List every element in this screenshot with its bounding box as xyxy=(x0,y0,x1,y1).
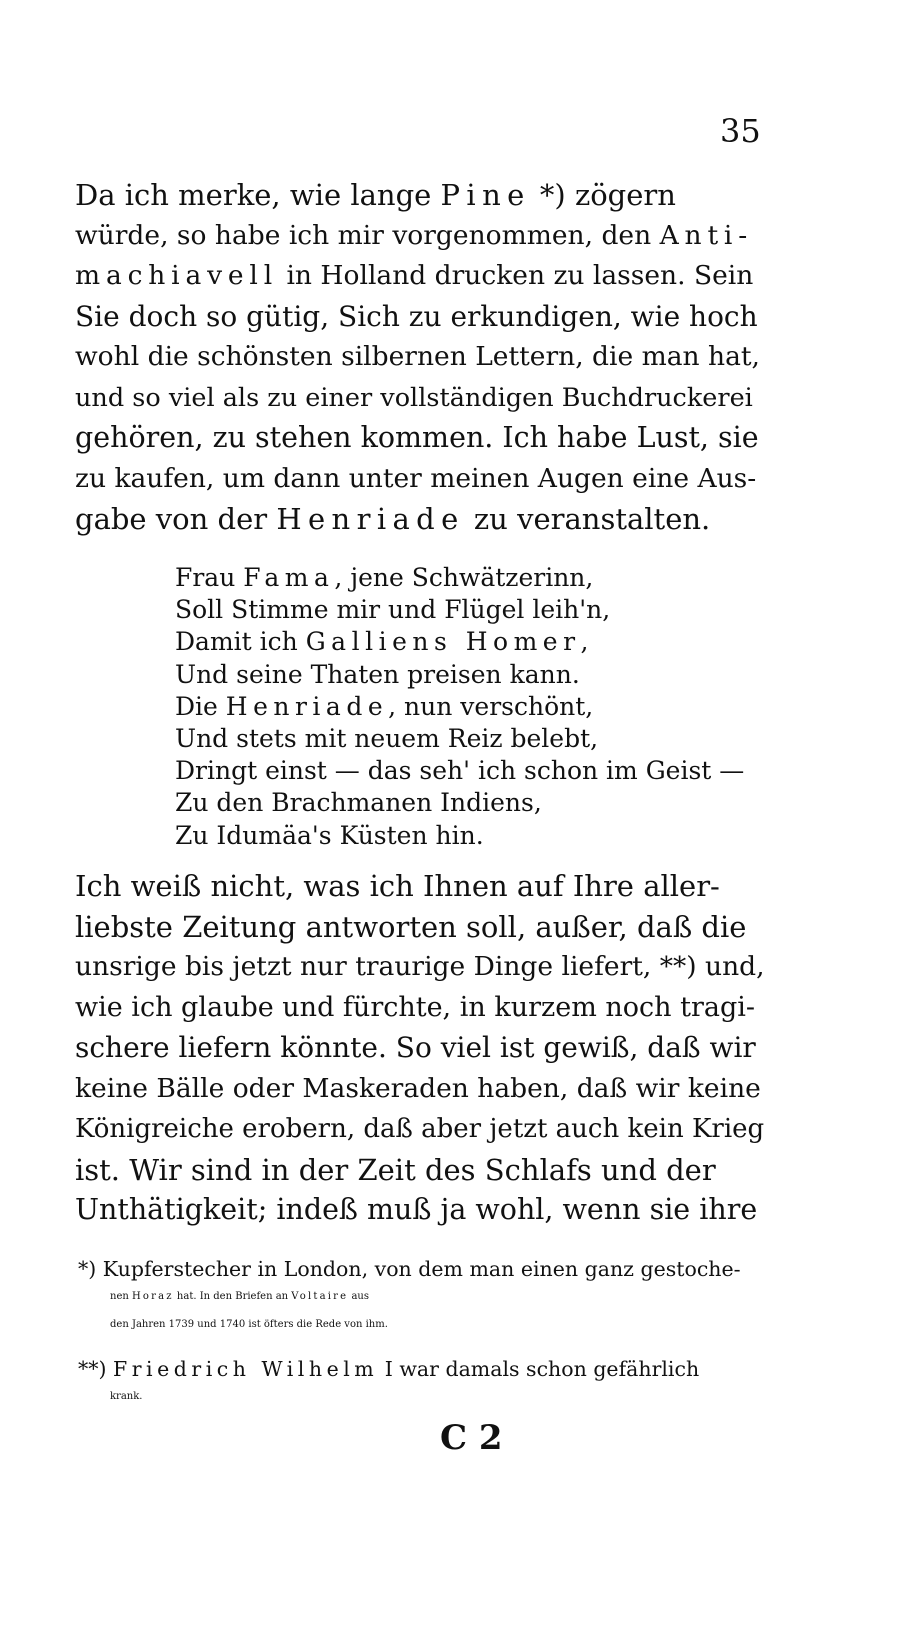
spaced-name: Voltaire xyxy=(291,1291,349,1302)
text-run: I war damals schon gefährlich xyxy=(378,1357,700,1381)
text-line xyxy=(75,499,765,540)
text-run: Unthätigkeit; indeß muß ja wohl, wenn sie ihre xyxy=(75,1193,758,1226)
text-run: Damit ich xyxy=(175,627,306,657)
text-line xyxy=(75,1028,765,1069)
text-run: Die xyxy=(175,691,226,721)
spaced-name: Henriade xyxy=(225,691,389,721)
text-run: Zu Idumäa's Küsten hin. xyxy=(175,820,484,850)
text-run: keine Bälle oder Maskeraden haben, daß wir keine xyxy=(75,1072,761,1104)
text-run: Soll Stimme mir und Flügel leih'n, xyxy=(175,595,611,625)
text-run: , xyxy=(580,627,589,657)
text-run: in Holland drucken zu lassen. Sein xyxy=(278,260,754,291)
text-run: Und seine Thaten preisen kann. xyxy=(175,659,580,689)
text-run: zu kaufen, um dann unter meinen Augen eine Aus- xyxy=(75,462,757,494)
text-run: hat. In den Briefen an xyxy=(173,1291,292,1302)
footnote-pine xyxy=(78,1255,768,1339)
text-run: Sie doch so gütig, Sich zu erkundigen, wie hoch xyxy=(75,299,758,333)
text-line xyxy=(75,175,765,216)
text-line xyxy=(78,1283,768,1311)
text-run: gabe von der xyxy=(75,502,277,536)
spaced-name: Pine xyxy=(440,178,531,212)
text-run: aus xyxy=(348,1291,369,1302)
text-run: wie ich glaube und fürchte, in kurzem noch tragi- xyxy=(75,991,756,1023)
text-line xyxy=(175,594,775,626)
text-line xyxy=(75,947,765,988)
text-line xyxy=(75,907,765,948)
text-line xyxy=(75,216,765,257)
spaced-name: Anti- xyxy=(659,219,754,251)
spaced-name: Henriade xyxy=(276,502,465,536)
verse-block xyxy=(175,562,775,852)
text-run: wohl die schönsten silbernen Lettern, die man hat, xyxy=(75,341,760,372)
text-line xyxy=(175,691,775,723)
text-run: *) Kupferstecher in London, von dem man einen ganz gestoche- xyxy=(78,1257,741,1281)
text-run: und so viel als zu einer vollständigen Buchdruckerei xyxy=(75,382,753,413)
text-run: zu veranstalten. xyxy=(464,502,711,536)
text-line xyxy=(75,866,765,907)
text-run: **) xyxy=(78,1357,114,1381)
text-line xyxy=(75,337,765,378)
spaced-name: Friedrich Wilhelm xyxy=(113,1357,379,1381)
text-run: gehören, zu stehen kommen. Ich habe Lust, sie xyxy=(75,421,759,454)
text-run: , nun verschönt, xyxy=(388,691,594,721)
page-number: 35 xyxy=(720,112,761,150)
text-line xyxy=(75,378,765,419)
text-run: schere liefern könnte. So viel ist gewiß, daß wir xyxy=(75,1031,756,1064)
footnote-friedrich-wilhelm xyxy=(78,1355,768,1411)
text-run: , jene Schwätzerinn, xyxy=(334,563,594,592)
text-line xyxy=(175,755,775,787)
paragraph-letter-opening xyxy=(75,175,765,540)
text-line xyxy=(175,820,775,852)
text-line xyxy=(175,626,775,658)
text-run: unsrige bis jetzt nur traurige Dinge liefert, **) und, xyxy=(75,951,765,982)
text-run: krank. xyxy=(110,1391,143,1402)
text-line xyxy=(75,418,765,459)
text-line xyxy=(175,787,775,819)
text-line xyxy=(75,297,765,338)
text-run: *) zögern xyxy=(530,178,676,212)
text-run: Da ich merke, wie lange xyxy=(75,178,441,212)
text-line xyxy=(78,1355,768,1383)
signature-mark: C 2 xyxy=(440,1418,503,1458)
text-run: Und stets mit neuem Reiz belebt, xyxy=(175,724,599,754)
text-line xyxy=(175,723,775,755)
text-run: den Jahren 1739 und 1740 ist öfters die Rede von ihm. xyxy=(110,1319,388,1330)
text-line xyxy=(78,1255,768,1283)
text-run: Königreiche erobern, daß aber jetzt auch kein Krieg xyxy=(75,1114,765,1144)
spaced-name: Horaz xyxy=(131,1291,174,1302)
text-run: nen xyxy=(110,1291,132,1302)
text-line xyxy=(75,1069,765,1110)
text-run: Ich weiß nicht, was ich Ihnen auf Ihre aller- xyxy=(75,869,720,903)
text-line xyxy=(175,562,775,594)
spaced-name: Fama xyxy=(243,563,335,592)
text-line xyxy=(75,459,765,500)
text-line xyxy=(78,1311,768,1339)
text-line xyxy=(75,1190,765,1231)
text-line xyxy=(75,1150,765,1191)
spaced-name: machiavell xyxy=(75,260,279,291)
text-line xyxy=(75,256,765,297)
text-run: würde, so habe ich mir vorgenommen, den xyxy=(75,219,660,251)
text-run: ist. Wir sind in der Zeit des Schlafs und der xyxy=(75,1152,716,1187)
text-line xyxy=(75,988,765,1029)
text-line xyxy=(175,659,775,691)
text-run: Frau xyxy=(175,563,244,592)
text-line xyxy=(78,1383,768,1411)
text-line xyxy=(75,1109,765,1150)
paragraph-letter-continuation xyxy=(75,866,765,1231)
text-run: Dringt einst — das seh' ich schon im Geist — xyxy=(175,756,745,786)
text-run: Zu den Brachmanen Indiens, xyxy=(175,788,542,818)
text-run: liebste Zeitung antworten soll, außer, daß die xyxy=(75,909,747,944)
spaced-name: Galliens Homer xyxy=(305,627,581,657)
